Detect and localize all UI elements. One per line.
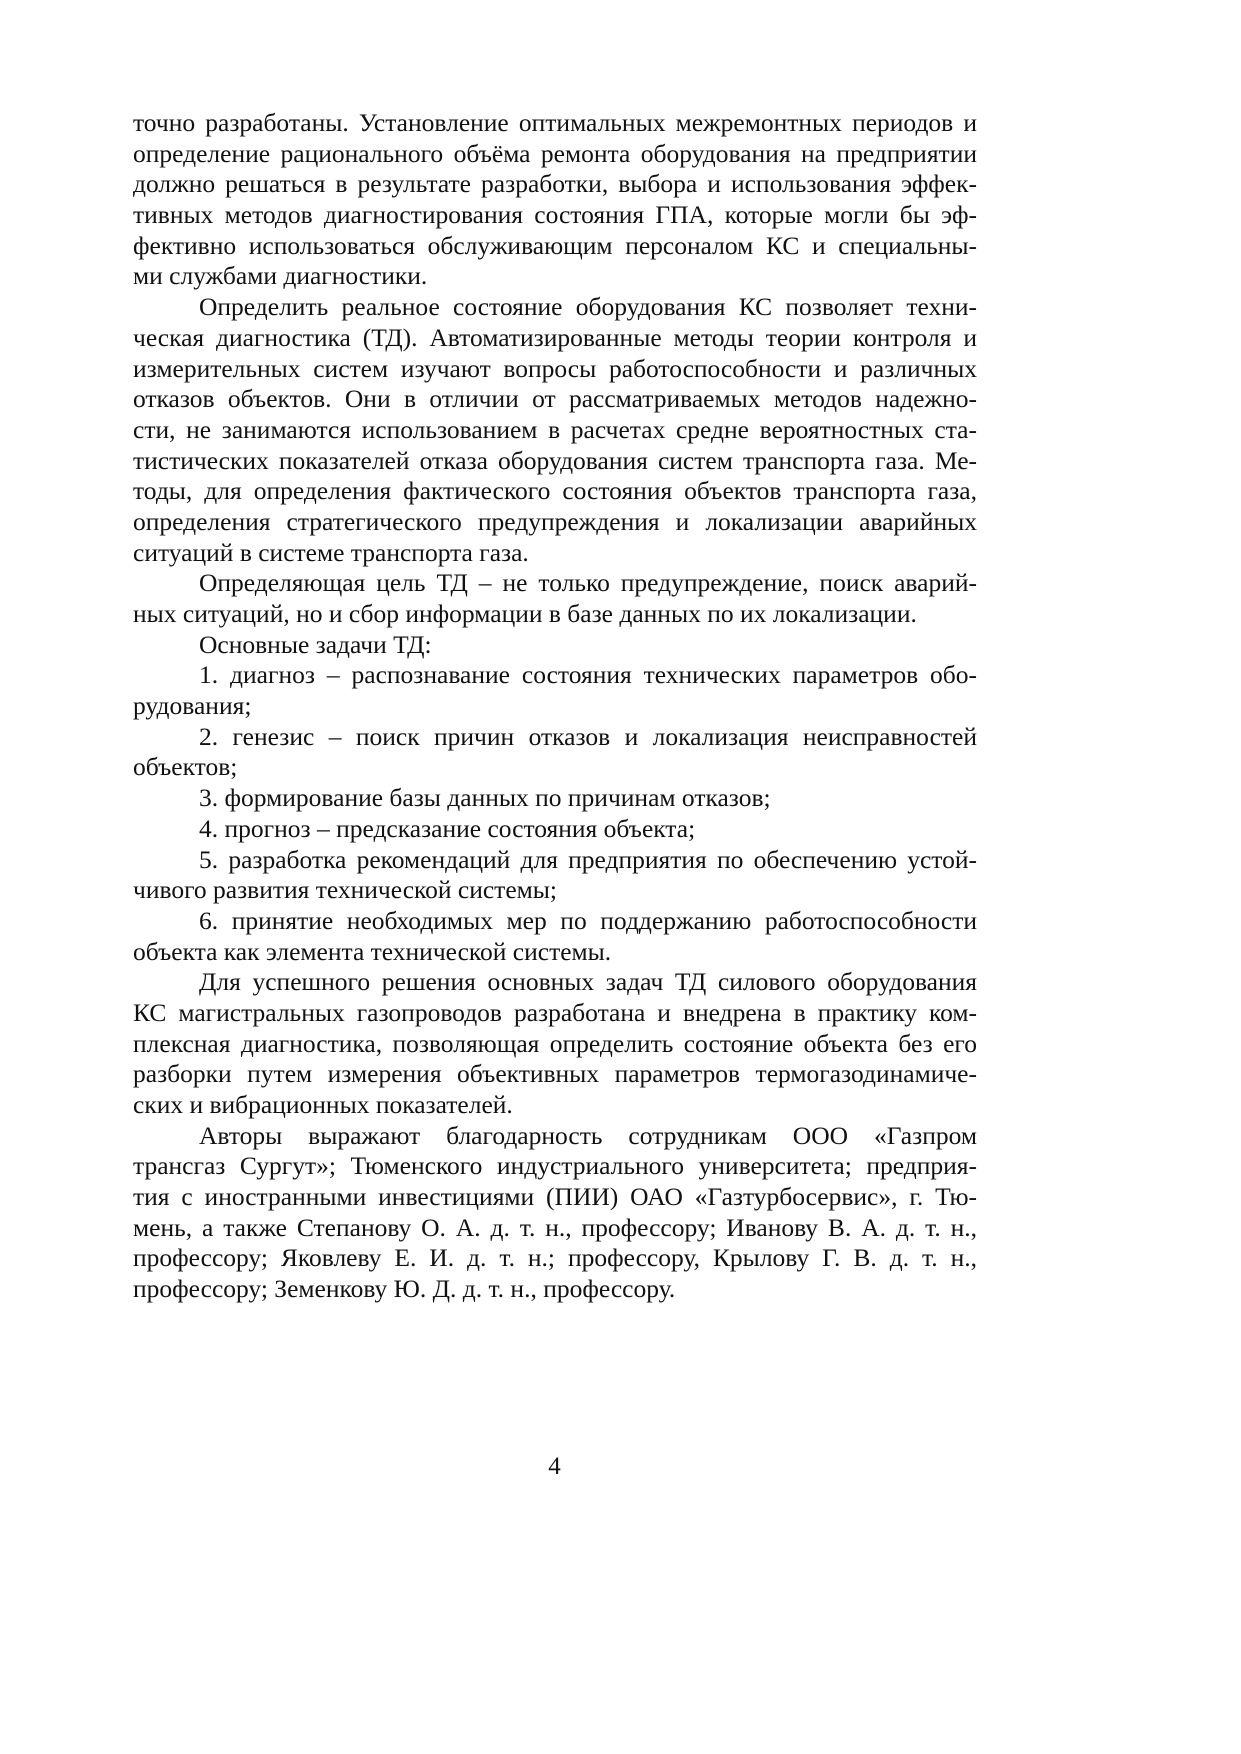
paragraph — [133, 722, 977, 783]
paragraph — [133, 630, 977, 661]
text-line: ми службами диагностики. — [133, 261, 428, 291]
text-line: рудования; — [133, 691, 252, 721]
paragraph — [133, 845, 977, 906]
text-line: ских и вибрационных показателей. — [133, 1090, 513, 1119]
text-line: точно разработаны. Установление оптимальных межремонтных периодов и — [133, 108, 977, 137]
text-line: Основные задачи ТД: — [199, 629, 432, 659]
text-line: 6. принятие необходимых мер по поддержанию работоспособности — [199, 905, 977, 935]
text-line: Определить реальное состояние оборудования КС позволяет техни- — [199, 292, 977, 322]
text-line: ситуаций в системе транспорта газа. — [133, 537, 529, 567]
text-line: трансгаз Сургут»; Тюменского индустриального университета; предприя- — [133, 1151, 977, 1181]
text-line: профессору; Земенкову Ю. Д. д. т. н., профессору. — [133, 1274, 676, 1304]
paragraph — [133, 1121, 977, 1305]
paragraph — [133, 967, 977, 1120]
text-line: тоды, для определения фактического состояния объектов транспорта газа, — [133, 476, 977, 506]
text-line: плексная диагностика, позволяющая определить состояние объекта без его — [133, 1028, 977, 1058]
text-line: фективно использоваться обслуживающим персоналом КС и специальны- — [133, 230, 977, 260]
body-text — [133, 108, 977, 1305]
text-line: 4. прогноз – предсказание состояния объекта; — [199, 813, 696, 843]
text-line: определение рационального объёма ремонта оборудования на предприятии — [133, 138, 977, 168]
text-line: сти, не занимаются использованием в расчетах средне вероятностных ста- — [133, 414, 977, 444]
text-line: ческая диагностика (ТД). Автоматизированные методы теории контроля и — [133, 322, 977, 352]
text-line: Для успешного решения основных задач ТД силового оборудования — [199, 967, 977, 997]
paragraph — [133, 783, 977, 814]
paragraph — [133, 108, 977, 292]
text-line: КС магистральных газопроводов разработана и внедрена в практику ком- — [133, 997, 977, 1027]
text-line: отказов объектов. Они в отличии от рассматриваемых методов надежно- — [133, 384, 977, 414]
paragraph — [133, 292, 977, 568]
text-line: Авторы выражают благодарность сотрудникам ООО «Газпром — [199, 1120, 977, 1150]
paragraph — [133, 660, 977, 721]
text-line: измерительных систем изучают вопросы работоспособности и различных — [133, 353, 977, 383]
text-line: ных ситуаций, но и сбор информации в базе данных по их локализации. — [133, 599, 917, 628]
paragraph — [133, 568, 977, 629]
text-line: объекта как элемента технической системы. — [133, 936, 612, 966]
text-line: 3. формирование базы данных по причинам отказов; — [199, 783, 771, 813]
text-line: объектов; — [133, 752, 238, 782]
text-line: разборки путем измерения объективных параметров термогазодинамиче- — [133, 1059, 977, 1089]
text-line: мень, а также Степанову О. А. д. т. н., профессору; Иванову В. А. д. т. н., — [133, 1212, 977, 1242]
text-line: профессору; Яковлеву Е. И. д. т. н.; профессору, Крылову Г. В. д. т. н., — [133, 1243, 977, 1273]
text-line: определения стратегического предупреждения и локализации аварийных — [133, 506, 977, 536]
paragraph — [133, 906, 977, 967]
paragraph — [133, 814, 977, 845]
text-line: должно решаться в результате разработки, выбора и использования эффек- — [133, 169, 977, 199]
text-line: Определяющая цель ТД – не только предупреждение, поиск аварий- — [199, 568, 977, 598]
page-number: 4 — [548, 1453, 561, 1480]
text-line: чивого развития технической системы; — [133, 875, 557, 905]
text-line: тивных методов диагностирования состояния ГПА, которые могли бы эф- — [133, 200, 977, 230]
text-line: 5. разработка рекомендаций для предприятия по обеспечению устой- — [199, 844, 977, 874]
text-line: 2. генезис – поиск причин отказов и локализация неисправностей — [199, 721, 977, 751]
text-line: 1. диагноз – распознавание состояния технических параметров обо- — [199, 660, 977, 690]
text-line: тистических показателей отказа оборудования систем транспорта газа. Ме- — [133, 445, 977, 475]
text-line: тия с иностранными инвестициями (ПИИ) ОАО «Газтурбосервис», г. Тю- — [133, 1182, 977, 1212]
